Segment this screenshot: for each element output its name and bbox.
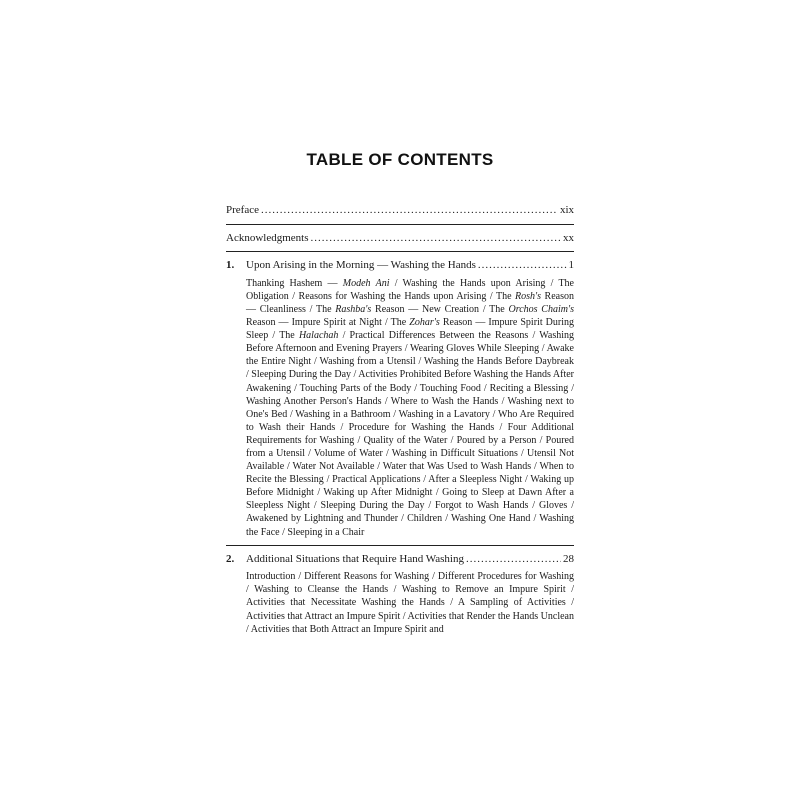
topic-text: Reason — Impure Spirit During Sleep / The (246, 317, 575, 342)
chapter-title: Additional Situations that Require Hand Washing (246, 552, 464, 565)
topic-text: Halachah (298, 330, 339, 342)
chapter-page: 28 (563, 552, 574, 565)
divider (226, 545, 574, 546)
chapter-number: 2. (226, 552, 235, 565)
topic-text: Rashba's (335, 303, 372, 315)
chapter-entry-1 (226, 259, 574, 538)
dot-leader (478, 259, 567, 273)
chapter-page: 1 (568, 259, 574, 272)
topic-text: Rosh's (515, 290, 542, 302)
chapter-number: 1. (226, 259, 235, 272)
chapter-heading[interactable] (226, 553, 574, 567)
topic-text: Zohar's (409, 317, 440, 329)
toc-entry-label: Preface (226, 204, 259, 216)
topic-text: Reason — New Creation / The (371, 303, 509, 315)
topic-text: Orchos Chaim's (508, 303, 574, 315)
topic-text: Introduction / Different Reasons for Washing / Different Procedures for Washing / Washing to Cleanse the Hands / Washing to Remove an Impure Spirit / Activities that Necessitate Washing the Hands / A Sampling of Activities / Activities that Attract an Impure Spirit / Activities that Render the Hands Unclean / Activities that Both Attract an Impure Spirit and (246, 571, 574, 635)
topic-text: / Washing the Hands upon Arising / The Obligation / Reasons for Washing the Hands upon Arising / The (246, 277, 574, 302)
page-title: TABLE OF CONTENTS (306, 150, 494, 169)
toc-entry-page: xx (563, 231, 574, 244)
dot-leader (310, 232, 561, 246)
dot-leader (466, 553, 561, 567)
topic-text: Thanking Hashem — (246, 277, 343, 289)
chapter-title: Upon Arising in the Morning — Washing the Hands (246, 259, 476, 272)
topic-text: / Practical Differences Between the Reasons / Washing Before Afternoon and Evening Prayers / Wearing Gloves While Sleeping / Awake the Entire Night / Washing from a Utensil / Washing the Hands Before Daybreak / Sleeping During the Day / Activities Prohibited Before Washing the Hands After Awakening / Touching Parts of the Body / Touching Food / Reciting a Blessing / Washing Another Person's Hands / Where to Wash the Hands / Washing next to One's Bed / Washing in a Bathroom / Washing in a Lavatory / Who Are Required to Wash their Hands / Procedure for Washing the Hands / Four Additional Requirements for Washing / Quality of the Water / Poured by a Person / Poured from a Utensil / Volume of Water / Washing in Difficult Situations / Utensil Not Available / Water Not Available / Water that Was Used to Wash Hands / When to Recite the Blessing / Practical Applications / After a Sleepless Night / Waking up Before Midnight / Waking up After Midnight / Going to Sleep at Dawn After a Sleepless Night / Sleeping During the Day / Forgot to Wash Hands / Gloves / Awakened by Lightning and Thunder / Children / Washing One Hand / Washing the Face / Sleeping in a Chair (246, 330, 574, 538)
chapter-heading[interactable] (226, 259, 574, 273)
toc-entry-page: xix (559, 204, 574, 216)
chapter-entry-2 (226, 553, 574, 636)
table-of-contents (226, 204, 574, 636)
topic-text: Reason — Cleanliness / The (246, 290, 574, 315)
divider (226, 251, 574, 252)
topic-text: Reason — Impure Spirit at Night / The (246, 317, 410, 329)
chapter-topics (246, 570, 574, 635)
toc-entry-acknowledgments[interactable] (226, 232, 574, 246)
dot-leader (261, 204, 558, 218)
chapter-topics (246, 277, 574, 539)
divider (226, 224, 574, 225)
toc-entry-preface[interactable] (226, 204, 574, 218)
topic-text: Modeh Ani (342, 277, 390, 289)
toc-entry-label: Acknowledgments (226, 231, 309, 244)
